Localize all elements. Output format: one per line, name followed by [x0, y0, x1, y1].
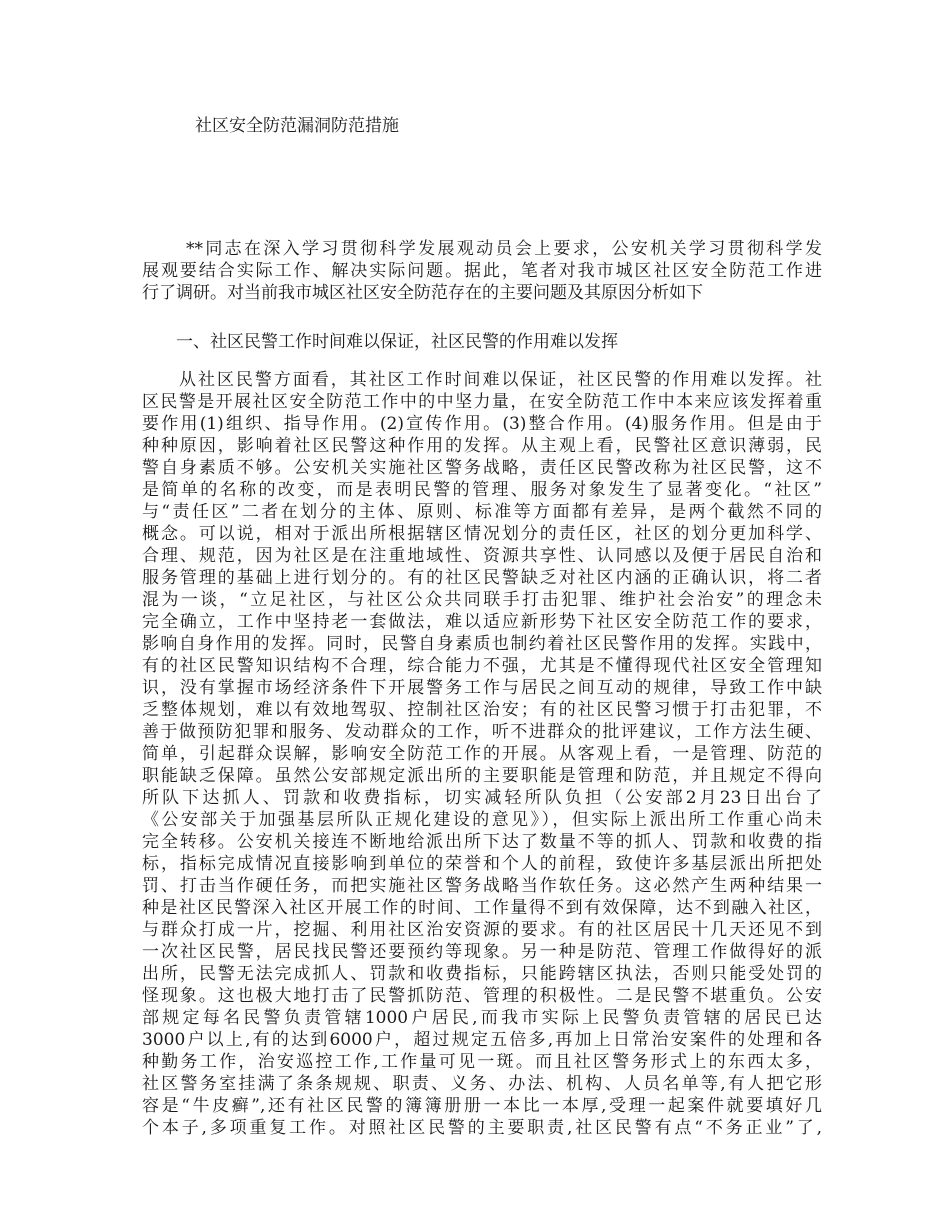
paragraph-line: 完全确立，工作中坚持老一套做法，难以适应新形势下社区安全防范工作的要求， — [142, 612, 822, 632]
paragraph-line: 与群众打成一片，挖掘、利用社区治安资源的要求。有的社区居民十几天还见不到 — [142, 920, 822, 940]
paragraph-line: 服务管理的基础上进行划分的。有的社区民警缺乏对社区内涵的正确认识，将二者 — [142, 568, 822, 588]
paragraph-line: 行了调研。对当前我市城区社区安全防范存在的主要问题及其原因分析如下 — [142, 283, 703, 303]
paragraph-line: 要作用(1)组织、指导作用。(2)宣传作用。(3)整合作用。(4)服务作用。但是由于 — [142, 414, 822, 434]
paragraph-line: 种勤务工作，治安巡控工作,工作量可见一斑。而且社区警务形式上的东西太多， — [142, 1052, 822, 1072]
paragraph-line: 是简单的名称的改变，而是表明民警的管理、服务对象发生了显著变化。“社区” — [142, 480, 822, 500]
paragraph-line: 善于做预防犯罪和服务、发动群众的工作，听不进群众的批评建议，工作方法生硬、 — [142, 722, 822, 742]
paragraph-line: 3000户以上,有的达到6000户，超过规定五倍多,再加上日常治安案件的处理和各 — [142, 1030, 822, 1050]
paragraph-line: 标，指标完成情况直接影响到单位的荣誉和个人的前程，致使许多基层派出所把处 — [142, 854, 822, 874]
paragraph-line: 一次社区民警，居民找民警还要预约等现象。另一种是防范、管理工作做得好的派 — [142, 942, 822, 962]
paragraph-line: 展观要结合实际工作、解决实际问题。据此，笔者对我市城区社区安全防范工作进 — [142, 261, 822, 281]
document-title: 社区安全防范漏洞防范措施 — [195, 116, 399, 136]
paragraph-line: 与“责任区”二者在划分的主体、原则、标准等方面都有差异，是两个截然不同的 — [142, 502, 822, 522]
paragraph-line: 社区警务室挂满了条条规规、职责、义务、办法、机构、人员名单等,有人把它形 — [142, 1074, 822, 1094]
paragraph-line: 区民警是开展社区安全防范工作中的中坚力量，在安全防范工作中本来应该发挥着重 — [142, 392, 822, 412]
paragraph-line: 简单，引起群众误解，影响安全防范工作的开展。从客观上看，一是管理、防范的 — [142, 744, 822, 764]
section-heading — [142, 331, 822, 353]
paragraph-line: 概念。可以说，相对于派出所根据辖区情况划分的责任区，社区的划分更加科学、 — [142, 524, 822, 544]
paragraph-line: 完全转移。公安机关接连不断地给派出所下达了数量不等的抓人、罚款和收费的指 — [142, 832, 822, 852]
paragraph-line: 种是社区民警深入社区开展工作的时间、工作量得不到有效保障，达不到融入社区， — [142, 898, 822, 918]
paragraph-line: 警自身素质不够。公安机关实施社区警务战略，责任区民警改称为社区民警，这不 — [142, 458, 822, 478]
paragraph-line: 影响自身作用的发挥。同时，民警自身素质也制约着社区民警作用的发挥。实践中， — [142, 634, 822, 654]
paragraph-line: 混为一谈，“立足社区，与社区公众共同联手打击犯罪、维护社会治安”的理念未 — [142, 590, 822, 610]
intro-paragraph — [142, 238, 822, 304]
paragraph-line: 有的社区民警知识结构不合理，综合能力不强，尤其是不懂得现代社区安全管理知 — [142, 656, 822, 676]
paragraph-line: 种种原因，影响着社区民警这种作用的发挥。从主观上看，民警社区意识薄弱，民 — [142, 436, 822, 456]
body-paragraph — [142, 369, 822, 1139]
paragraph-line: 识，没有掌握市场经济条件下开展警务工作与居民之间互动的规律，导致工作中缺 — [142, 678, 822, 698]
paragraph-line: 乏整体规划，难以有效地驾驭、控制社区治安；有的社区民警习惯于打击犯罪，不 — [142, 700, 822, 720]
paragraph-line: 罚、打击当作硬任务，而把实施社区警务战略当作软任务。这必然产生两种结果一 — [142, 876, 822, 896]
paragraph-line: 个本子,多项重复工作。对照社区民警的主要职责,社区民警有点“不务正业”了, — [142, 1118, 822, 1138]
paragraph-line: 怪现象。这也极大地打击了民警抓防范、管理的积极性。二是民警不堪重负。公安 — [142, 986, 822, 1006]
paragraph-line: 容是“牛皮癣”,还有社区民警的簿簿册册一本比一本厚,受理一起案件就要填好几 — [142, 1096, 822, 1116]
paragraph-line: 《公安部关于加强基层所队正规化建设的意见》），但实际上派出所工作重心尚未 — [142, 810, 822, 830]
paragraph-line: 合理、规范，因为社区是在注重地域性、资源共享性、认同感以及便于居民自治和 — [142, 546, 822, 566]
heading-line: 一、社区民警工作时间难以保证，社区民警的作用难以发挥 — [176, 332, 618, 352]
paragraph-line: 部规定每名民警负责管辖1000户居民,而我市实际上民警负责管辖的居民已达 — [142, 1008, 822, 1028]
paragraph-line: 从社区民警方面看，其社区工作时间难以保证，社区民警的作用难以发挥。社 — [179, 370, 822, 390]
paragraph-line: **同志在深入学习贯彻科学发展观动员会上要求，公安机关学习贯彻科学发 — [186, 239, 822, 259]
paragraph-line: 职能缺乏保障。虽然公安部规定派出所的主要职能是管理和防范，并且规定不得向 — [142, 766, 822, 786]
paragraph-line: 出所，民警无法完成抓人、罚款和收费指标，只能跨辖区执法，否则只能受处罚的 — [142, 964, 822, 984]
paragraph-line: 所队下达抓人、罚款和收费指标，切实减轻所队负担（公安部2月23日出台了 — [142, 788, 822, 808]
